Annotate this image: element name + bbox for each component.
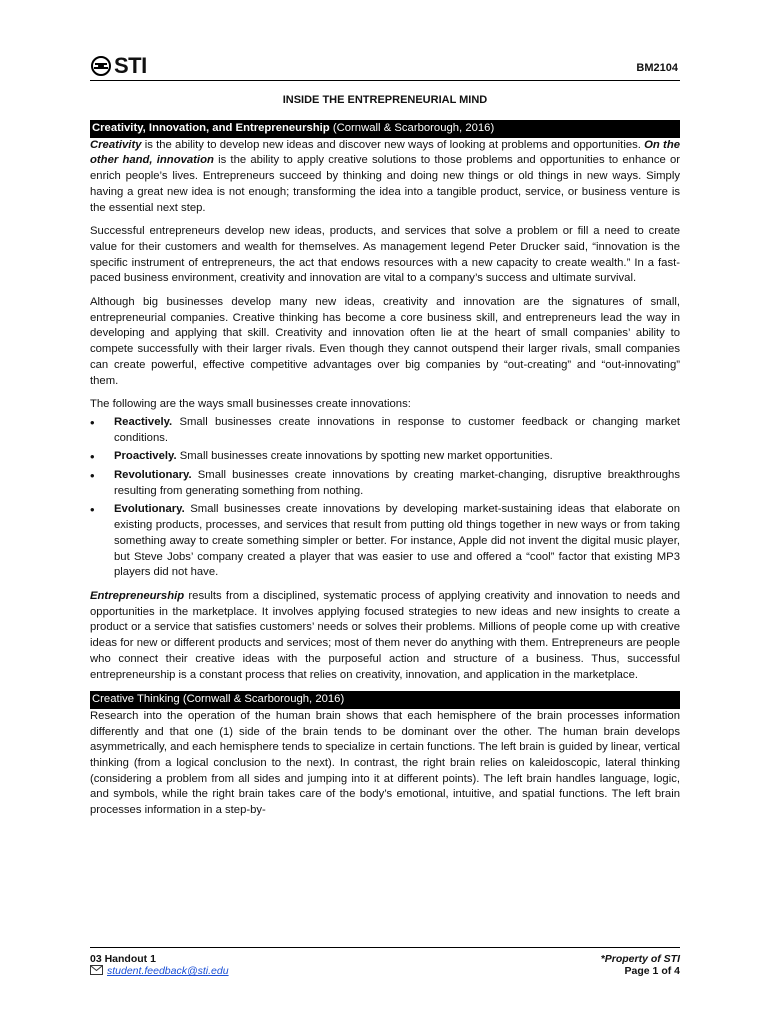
- list-item: [90, 449, 680, 465]
- term-innovation: On the other hand, innovation: [90, 138, 680, 167]
- course-code: BM2104: [636, 62, 678, 74]
- term-creativity: Creativity: [90, 138, 142, 151]
- term-entrepreneurship: Entrepreneurship: [90, 589, 185, 602]
- property-label: *Property of STI: [600, 953, 680, 965]
- section-source: (Cornwall & Scarborough, 2016): [329, 122, 495, 134]
- list-item: [90, 468, 680, 499]
- document-title: INSIDE THE ENTREPRENEURIAL MIND: [282, 94, 488, 106]
- footer-right: [601, 953, 680, 977]
- bullet-text: Small businesses create innovations by developing market-sustaining ideas that elaborate on existing products, processes, and services that result from putting old things together in new ways or from taking something away to create something simpler or better. For instance, Apple did not invent the digital music player, but Steve Jobs’ company created a player that was easier to use and offered a “cool” factor that existing MP3 players did not have.: [114, 503, 680, 579]
- bullet-term: Proactively.: [114, 450, 177, 463]
- bullet-term: Evolutionary.: [114, 503, 185, 516]
- bullet-text: Small businesses create innovations by spotting new market opportunities.: [176, 450, 553, 463]
- footer-left: [90, 953, 229, 977]
- list-intro: The following are the ways small businesses create innovations:: [90, 398, 411, 411]
- sti-logo: [90, 54, 147, 78]
- section-heading-text: Creativity, Innovation, and Entrepreneurship: [92, 122, 330, 134]
- feedback-email-link[interactable]: student.feedback@sti.edu: [107, 965, 229, 977]
- bullet-term: Reactively.: [114, 415, 173, 428]
- innovation-list: [90, 415, 680, 581]
- envelope-icon: [90, 965, 103, 975]
- paragraph: Although big businesses develop many new ideas, creativity and innovation are the signatures of small, entrepreneurial companies. Creative thinking has become a core business skill, and entrepreneurs lead the way in developing and applying that skill. Creativity and innovation often lie at the heart of small companies’ ability to compete successfully with their larger rivals. Even though they cannot outspend their larger rivals, small companies can create powerful, effective competitive advantages over big companies by “out-creating” and “out-innovating” them.: [90, 296, 680, 387]
- paragraph: Successful entrepreneurs develop new ideas, products, and services that solve a problem or fill a need to create value for their customers and wealth for themselves. As management legend Peter Drucker said, “innovation is the specific instrument of entrepreneurs, the act that endows resources with a new capacity to create wealth.” In a fast-paced business environment, creativity and innovation are vital to a company’s success and ultimate survival.: [90, 225, 680, 285]
- paragraph-text: is the ability to develop new ideas and discover new ways of looking at problems and opportunities.: [141, 138, 645, 151]
- sti-logo-icon: [90, 55, 112, 77]
- section-heading-creativity: [90, 120, 680, 138]
- footer-divider: [90, 947, 680, 948]
- handout-label: 03 Handout 1: [90, 953, 156, 965]
- section-source: (Cornwall & Scarborough, 2016): [179, 693, 345, 706]
- paragraph: Research into the operation of the human brain shows that each hemisphere of the brain processes information differently and that one (1) side of the brain tends to be dominant over the other. The human brain develops asymmetrically, and each hemisphere tends to specialize in certain functions. The left brain is guided by linear, vertical thinking (from a logical conclusion to the next). In contrast, the right brain relies on kaleidoscopic, lateral thinking (considering a problem from all sides and jumping into it at different points). The left brain handles language, logic, and symbols, while the right brain takes care of the body’s emotional, intuitive, and spatial functions. The left brain processes information in a step-by-: [90, 709, 680, 817]
- document-body: [90, 120, 680, 827]
- paragraph-text: results from a disciplined, systematic process of applying creativity and innovation to needs and opportunities in the marketplace. It involves applying focused strategies to new ideas and new insights to create a product or a service that satisfies customers’ needs or solves their problems. Millions of people come up with creative ideas for new or different products and services; most of them never do anything with them. Entrepreneurs are people who connect their creative ideas with the purposeful action and structure of a business. Thus, successful entrepreneurship is a constant process that relies on creativity, innovation, and application in the marketplace.: [90, 589, 680, 681]
- paragraph: [90, 138, 680, 217]
- header-divider: [90, 80, 680, 81]
- page-number: Page 1 of 4: [624, 965, 680, 977]
- bullet-term: Revolutionary.: [114, 469, 192, 482]
- paragraph: [90, 589, 680, 683]
- section-heading-creative-thinking: [90, 691, 680, 709]
- bullet-text: Small businesses create innovations by creating market-changing, disruptive breakthroughs resulting from generating something from nothing.: [114, 469, 680, 497]
- logo-text: STI: [114, 53, 147, 78]
- bullet-text: Small businesses create innovations in response to customer feedback or changing market conditions.: [114, 415, 680, 444]
- section-heading-text: Creative Thinking: [92, 693, 180, 706]
- list-item: [90, 502, 680, 581]
- paragraph-text: is the ability to apply creative solutions to those problems and opportunities to enhance or enrich people’s lives. Entrepreneurs succeed by thinking and doing new things or old things in new ways. Simply having a great new idea is not enough; transforming the idea into a tangible product, service, or business venture is the essential next step.: [90, 154, 680, 214]
- list-item: [90, 415, 680, 446]
